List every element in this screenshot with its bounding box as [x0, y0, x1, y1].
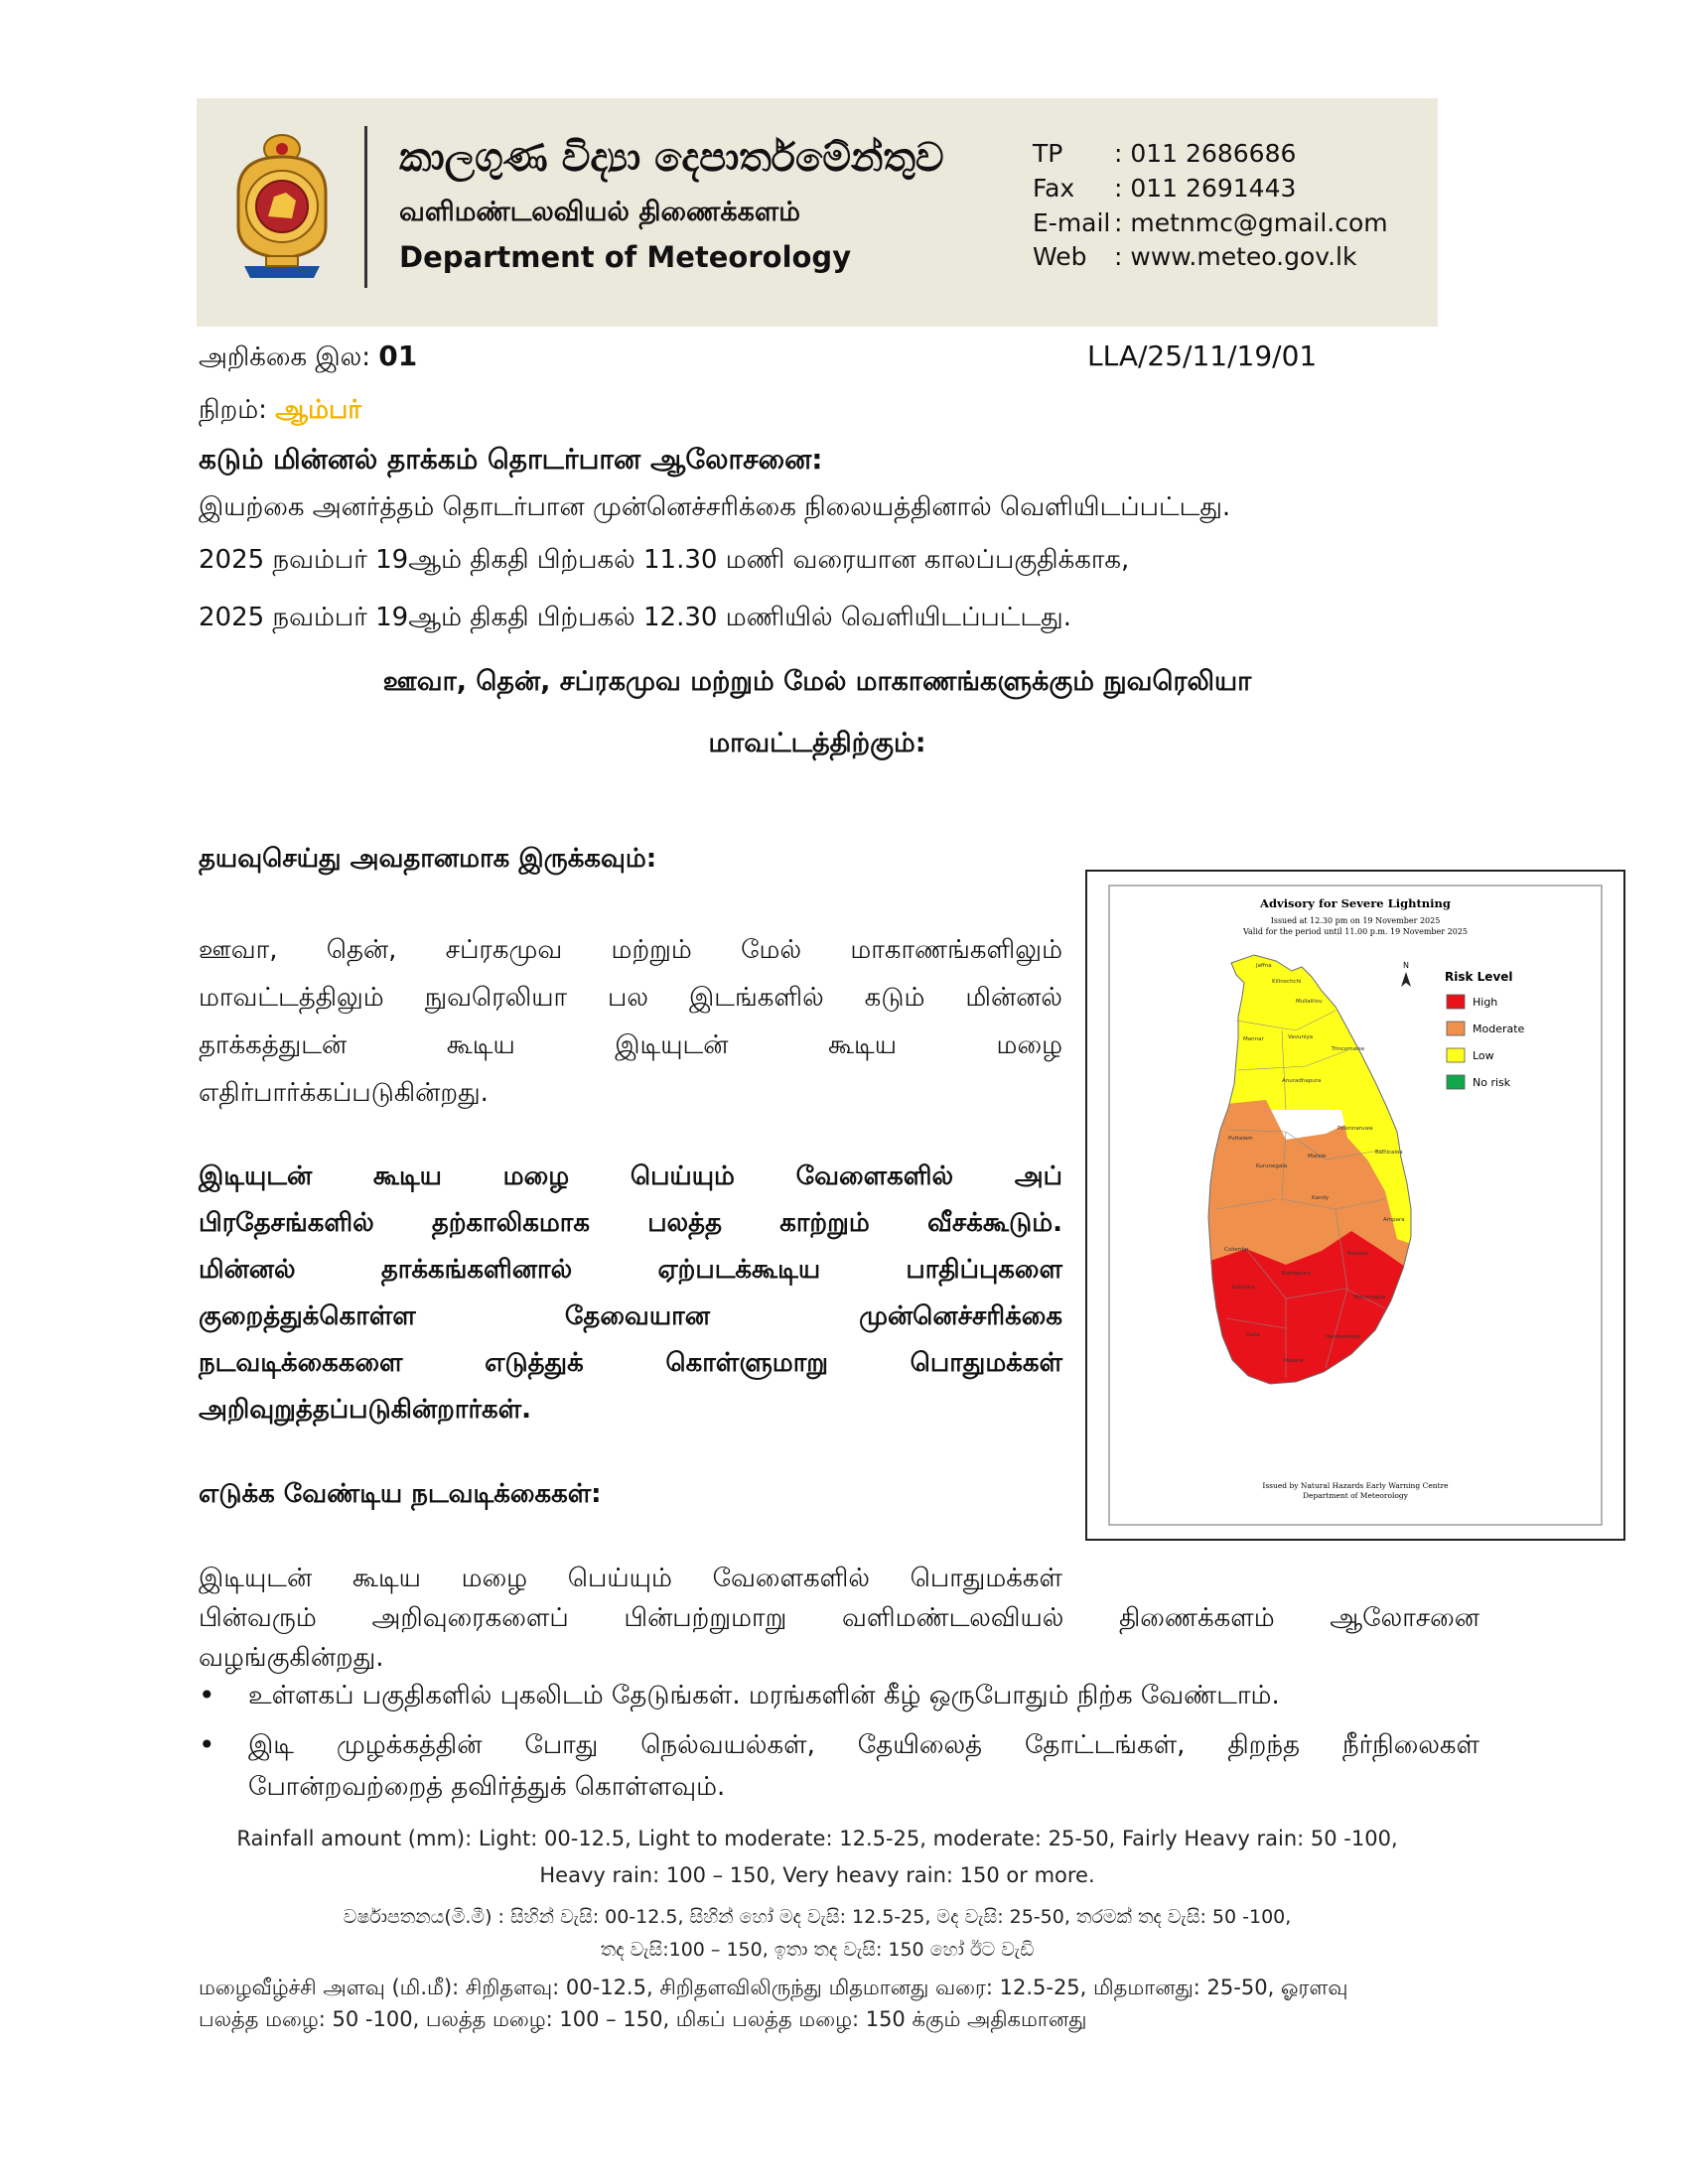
district-label: Galle — [1246, 1332, 1261, 1338]
legend-item-high — [1447, 995, 1497, 1009]
paragraph-2: இடியுடன் கூடிய மழை பெய்யும் வேளைகளில் அப் பிரதேசங்களில் தற்காலிகமாக பலத்த காற்றும் வீசக்கூடும். மின்னல் தாக்கங்களினால் ஏற்படக்கூடிய பாதிப்புகளை குறைத்துக்கொள்ள தேவையான முன்னெச்சரிக்கை நடவடிக்கைகளை எடுத்துக் கொள்ளுமாறு பொதுமக்கள் அறிவுறுத்தப்படுகின்றார்கள். — [199, 1161, 1062, 1425]
rainfall-si-1: වර්ෂාපතනය(මි.මී) : සිහින් වැසි: 00-12.5, සිහින් හෝ මද වැසි: 12.5-25, මද වැසි: 25-50, තරමක් තද වැසි: 50 -100, — [343, 1906, 1292, 1928]
advisory-title: கடும் மின்னல் தாக்கம் தொடர்பான ஆலோசனை: — [199, 443, 823, 476]
org-name-tamil: வளிமண்டலவியல் திணைக்களம் — [399, 197, 801, 227]
contact-tp: TP : 011 2686686 — [1033, 139, 1297, 168]
map-valid: Valid for the period until 11.00 p.m. 19 November 2025 — [1242, 927, 1469, 936]
org-name-sinhala: කාලගුණ විද්‍යා දෙපාර්තමේන්තුව — [399, 135, 944, 181]
notice-number: அறிக்கை இல: 01 — [199, 340, 418, 372]
rainfall-si-2: තද වැසි:100 – 150, ඉතා තද වැසි: 150 හෝ ඊට වැඩි — [600, 1939, 1035, 1961]
issued-by: இயற்கை அனர்த்தம் தொடர்பான முன்னெச்சரிக்கை நிலையத்தினால் வெளியிடப்பட்டது. — [199, 492, 1231, 522]
contact-web: Web : www.meteo.gov.lk — [1033, 242, 1357, 271]
district-label: Puttalam — [1228, 1136, 1253, 1142]
region-line-2: மாவட்டத்திற்கும்: — [708, 728, 926, 758]
district-label: Kurunegala — [1256, 1163, 1288, 1169]
rainfall-ta-2: பலத்த மழை: 50 -100, பலத்த மழை: 100 – 150, மிகப் பலத்த மழை: 150 க்கும் அதிகமானது — [199, 2007, 1087, 2031]
rainfall-en-2: Heavy rain: 100 – 150, Very heavy rain: 150 or more. — [539, 1863, 1095, 1887]
district-label: Kandy — [1312, 1195, 1330, 1201]
map-issued: Issued at 12.30 pm on 19 November 2025 — [1270, 916, 1441, 925]
paragraph-1: ஊவா, தென், சப்ரகமுவ மற்றும் மேல் மாகாணங்களிலும் மாவட்டத்திலும் நுவரெலியா பல இடங்களில் கடும் மின்னல் தாக்கத்துடன் கூடிய இடியுடன் கூடிய மழை எதிர்பார்க்கப்படுகின்றது. — [199, 935, 1062, 1108]
legend-title: Risk Level — [1445, 970, 1513, 984]
district-label: Matale — [1308, 1154, 1327, 1160]
map-footer-2: Department of Meteorology — [1303, 1491, 1408, 1500]
district-label: Badulla — [1347, 1251, 1368, 1257]
district-label: Mannar — [1243, 1036, 1264, 1042]
district-label: Monaragala — [1353, 1295, 1386, 1300]
contact-fax: Fax : 011 2691443 — [1033, 174, 1297, 203]
svg-text:Moderate: Moderate — [1473, 1023, 1525, 1035]
district-label: Anuradhapura — [1282, 1078, 1322, 1084]
actions-heading: எடுக்க வேண்டிய நடவடிக்கைகள்: — [199, 1479, 602, 1509]
svg-text:No risk: No risk — [1473, 1076, 1511, 1089]
valid-until: 2025 நவம்பர் 19ஆம் திகதி பிற்பகல் 11.30 மணி வரையான காலப்பகுதிக்காக, — [199, 545, 1130, 575]
risk-map-svg — [1087, 872, 1623, 1539]
rainfall-ta-1: மழைவீழ்ச்சி அளவு (மி.மீ): சிறிதளவு: 00-12.5, சிறிதளவிலிருந்து மிதமானது வரை: 12.5-25, மிதமானது: 25-50, ஓரளவு — [199, 1976, 1348, 1999]
advice-item: • இடி முழக்கத்தின் போது நெல்வயல்கள், தேயிலைத் தோட்டங்கள், திறந்த நீர்நிலைகள் போன்றவற்றைத் தவிர்த்துக் கொள்ளவும். — [199, 1724, 1479, 1808]
district-label: Ampara — [1383, 1217, 1405, 1223]
org-name-english: Department of Meteorology — [399, 240, 852, 274]
advice-item: • உள்ளகப் பகுதிகளில் புகலிடம் தேடுங்கள். மரங்களின் கீழ் ஒருபோதும் நிற்க வேண்டாம். — [199, 1675, 1479, 1716]
notice-reference: LLA/25/11/19/01 — [1087, 340, 1318, 372]
district-label: Hambantota — [1326, 1334, 1360, 1340]
svg-text:High: High — [1473, 996, 1498, 1009]
notice-colour: நிறம்: ஆம்பர் — [199, 395, 361, 425]
attention-heading: தயவுசெய்து அவதானமாக இருக்கவும்: — [199, 844, 657, 874]
svg-text:Low: Low — [1473, 1049, 1494, 1062]
issued-at: 2025 நவம்பர் 19ஆம் திகதி பிற்பகல் 12.30 மணியில் வெளியிடப்பட்டது. — [199, 603, 1071, 632]
advice-list — [199, 1675, 1479, 1808]
district-label: Batticaloa — [1375, 1150, 1403, 1156]
header-divider — [364, 126, 367, 288]
district-label: Colombo — [1224, 1247, 1249, 1253]
rainfall-en-1: Rainfall amount (mm): Light: 00-12.5, Light to moderate: 12.5-25, moderate: 25-50, Fairly Heavy rain: 50 -100, — [236, 1827, 1398, 1850]
legend-item-moderate — [1447, 1022, 1525, 1035]
district-label: Kilinochchi — [1272, 979, 1302, 985]
district-label: Mullaitivu — [1296, 999, 1323, 1005]
colour-value: ஆம்பர் — [275, 395, 361, 425]
svg-text:N: N — [1403, 961, 1409, 970]
region-line-1: ஊவா, தென், சப்ரகமுவ மற்றும் மேல் மாகாணங்களுக்கும் நுவரெலியா — [382, 666, 1252, 697]
district-label: Matara — [1284, 1358, 1304, 1364]
risk-map — [1085, 870, 1625, 1541]
district-label: Ratnapura — [1282, 1271, 1311, 1277]
map-footer-1: Issued by Natural Hazards Early Warning Centre — [1262, 1481, 1449, 1490]
actions-intro: இடியுடன் கூடிய மழை பெய்யும் வேளைகளில் பொதுமக்கள் பின்வரும் அறிவுரைகளைப் பின்பற்றுமாறு வளிமண்டலவியல் திணைக்களம் ஆலோசனை வழங்குகின்றது. — [199, 1564, 1479, 1673]
district-label: Trincomalee — [1332, 1046, 1365, 1052]
district-label: Polonnaruwa — [1337, 1126, 1373, 1132]
district-label: Vavuniya — [1288, 1034, 1314, 1040]
contact-email: E-mail : metnmc@gmail.com — [1033, 208, 1388, 237]
emblem-icon — [226, 127, 338, 284]
district-label: Jaffna — [1256, 963, 1272, 969]
district-label: Kalutara — [1232, 1285, 1256, 1291]
legend-item-no-risk — [1447, 1075, 1511, 1089]
map-title: Advisory for Severe Lightning — [1260, 896, 1451, 910]
